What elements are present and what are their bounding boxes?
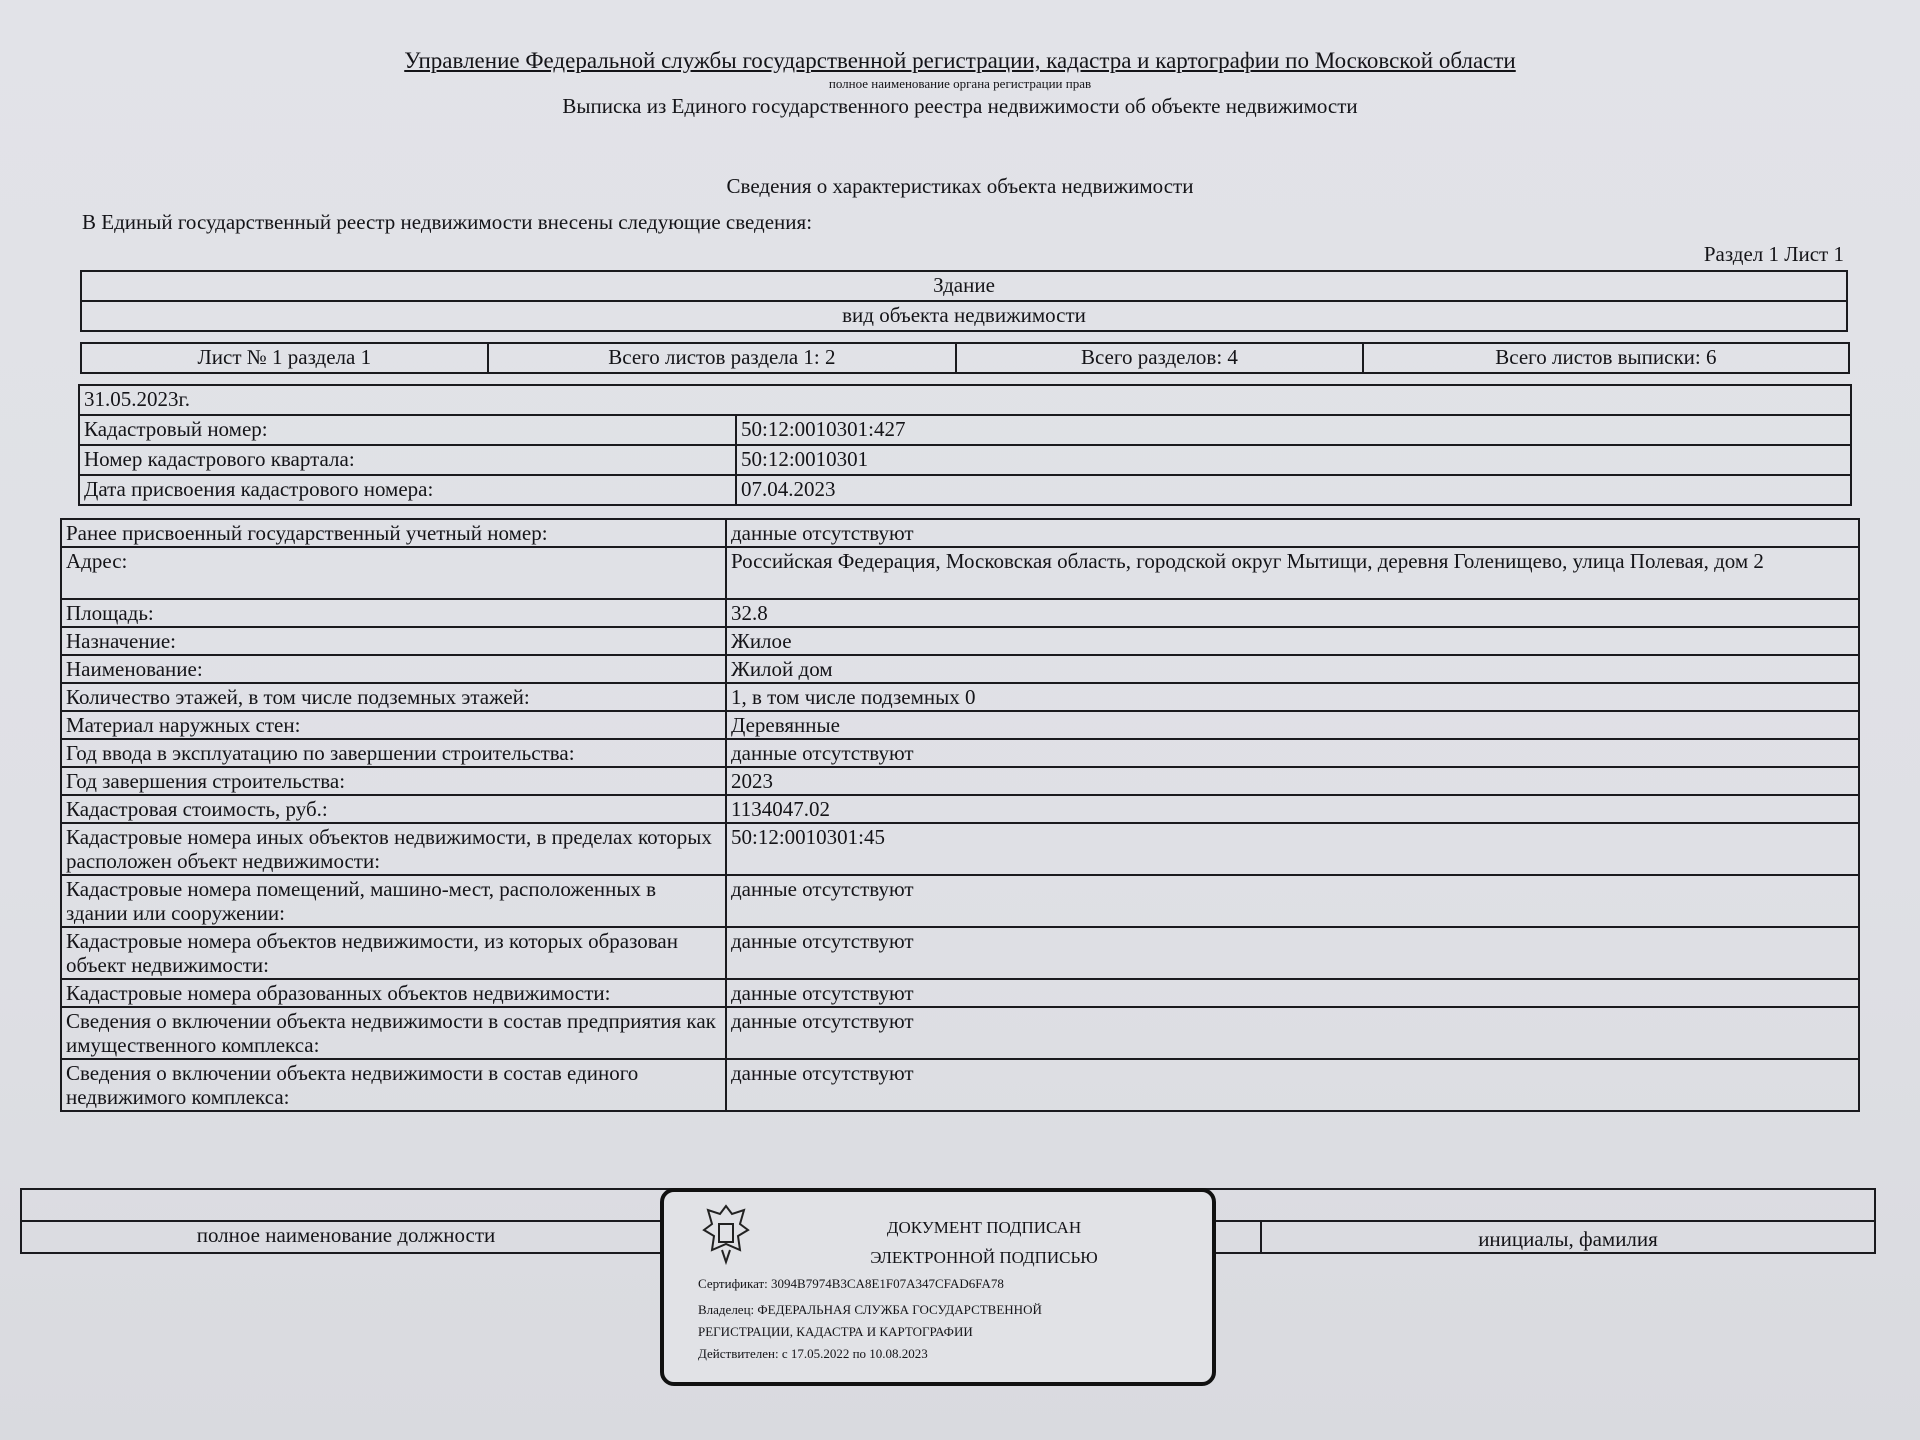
- row-value: данные отсутствуют: [726, 875, 1859, 927]
- row-label: Кадастровые номера иных объектов недвижимости, в пределах которых расположен объект недвижимости:: [61, 823, 726, 875]
- sheet-label: Раздел 1 Лист 1: [1703, 242, 1844, 266]
- stamp-line2: ЭЛЕКТРОННОЙ ПОДПИСЬЮ: [870, 1248, 1098, 1267]
- table-row: [61, 739, 1859, 767]
- row-label: Назначение:: [61, 627, 726, 655]
- row-value: 07.04.2023: [736, 475, 1851, 505]
- owner-line2: РЕГИСТРАЦИИ, КАДАСТРА И КАРТОГРАФИИ: [698, 1324, 973, 1339]
- table-row: [79, 415, 1851, 445]
- row-label: Адрес:: [61, 547, 726, 599]
- validity-period: Действителен: с 17.05.2022 по 10.08.2023: [698, 1346, 928, 1361]
- row-value: данные отсутствуют: [726, 519, 1859, 547]
- object-kind-value: Здание: [81, 271, 1847, 301]
- sections-total: Всего разделов: 4: [956, 343, 1363, 373]
- row-value: Деревянные: [726, 711, 1859, 739]
- row-value: 1134047.02: [726, 795, 1859, 823]
- row-value: 1, в том числе подземных 0: [726, 683, 1859, 711]
- document-title: Выписка из Единого государственного реестра недвижимости об объекте недвижимости: [562, 94, 1358, 118]
- sheet-number: Лист № 1 раздела 1: [81, 343, 488, 373]
- object-kind-caption: вид объекта недвижимости: [81, 301, 1847, 331]
- row-label: Кадастровая стоимость, руб.:: [61, 795, 726, 823]
- owner-line1: Владелец: ФЕДЕРАЛЬНАЯ СЛУЖБА ГОСУДАРСТВЕННОЙ: [698, 1302, 1042, 1317]
- row-value: данные отсутствуют: [726, 739, 1859, 767]
- authority-caption: полное наименование органа регистрации прав: [828, 76, 1092, 91]
- section-sheets-total: Всего листов раздела 1: 2: [488, 343, 957, 373]
- table-row: [61, 627, 1859, 655]
- table-row: [61, 683, 1859, 711]
- row-label: Сведения о включении объекта недвижимости в состав единого недвижимого комплекса:: [61, 1059, 726, 1111]
- row-label: Ранее присвоенный государственный учетный номер:: [61, 519, 726, 547]
- row-label: Кадастровые номера образованных объектов недвижимости:: [61, 979, 726, 1007]
- table-row: [61, 547, 1859, 599]
- table-row: [61, 823, 1859, 875]
- row-label: Кадастровый номер:: [79, 415, 736, 445]
- table-row: [79, 475, 1851, 505]
- table-row: [61, 519, 1859, 547]
- table-row: [61, 979, 1859, 1007]
- position-caption: полное наименование должности: [21, 1221, 671, 1253]
- row-label: Площадь:: [61, 599, 726, 627]
- row-value: Жилой дом: [726, 655, 1859, 683]
- object-kind-table: [80, 270, 1848, 332]
- extract-sheets-total: Всего листов выписки: 6: [1363, 343, 1849, 373]
- authority-name: Управление Федеральной службы государственной регистрации, кадастра и картографии по Московской области: [404, 48, 1516, 73]
- intro-text: В Единый государственный реестр недвижимости внесены следующие сведения:: [82, 210, 813, 234]
- table-row: [61, 927, 1859, 979]
- row-value: данные отсутствуют: [726, 1059, 1859, 1111]
- section-title: Сведения о характеристиках объекта недвижимости: [726, 174, 1194, 198]
- table-row: [61, 711, 1859, 739]
- row-label: Кадастровые номера объектов недвижимости, из которых образован объект недвижимости:: [61, 927, 726, 979]
- coat-of-arms-icon: [698, 1200, 754, 1266]
- table-row: [61, 795, 1859, 823]
- row-value: Российская Федерация, Московская область, городской округ Мытищи, деревня Голенищево, улица Полевая, дом 2: [726, 547, 1859, 599]
- table-row: [61, 767, 1859, 795]
- row-value: данные отсутствуют: [726, 979, 1859, 1007]
- row-label: Год ввода в эксплуатацию по завершении строительства:: [61, 739, 726, 767]
- stamp-line1: ДОКУМЕНТ ПОДПИСАН: [886, 1218, 1082, 1237]
- row-label: Материал наружных стен:: [61, 711, 726, 739]
- row-label: Сведения о включении объекта недвижимости в состав предприятия как имущественного комплекса:: [61, 1007, 726, 1059]
- table-row: [61, 599, 1859, 627]
- row-label: Год завершения строительства:: [61, 767, 726, 795]
- details-table: [60, 518, 1860, 1112]
- sheet-counts-table: [80, 342, 1850, 374]
- electronic-signature-stamp: [660, 1188, 1216, 1386]
- certificate-number: Сертификат: 3094B7974B3CA8E1F07A347CFAD6FA78: [698, 1276, 1004, 1291]
- row-value: Жилое: [726, 627, 1859, 655]
- table-row: [61, 1059, 1859, 1111]
- table-row: [61, 655, 1859, 683]
- row-value: 2023: [726, 767, 1859, 795]
- row-value: 50:12:0010301:427: [736, 415, 1851, 445]
- extract-date: 31.05.2023г.: [79, 385, 1851, 415]
- name-caption: инициалы, фамилия: [1261, 1221, 1875, 1253]
- row-label: Количество этажей, в том числе подземных этажей:: [61, 683, 726, 711]
- row-label: Номер кадастрового квартала:: [79, 445, 736, 475]
- table-row: [61, 875, 1859, 927]
- row-label: Кадастровые номера помещений, машино-мест, расположенных в здании или сооружении:: [61, 875, 726, 927]
- row-value: 32.8: [726, 599, 1859, 627]
- cadastral-id-table: [78, 384, 1852, 506]
- row-value: данные отсутствуют: [726, 1007, 1859, 1059]
- table-row: [61, 1007, 1859, 1059]
- table-row: [79, 445, 1851, 475]
- row-value: 50:12:0010301:45: [726, 823, 1859, 875]
- row-value: 50:12:0010301: [736, 445, 1851, 475]
- row-label: Дата присвоения кадастрового номера:: [79, 475, 736, 505]
- row-value: данные отсутствуют: [726, 927, 1859, 979]
- row-label: Наименование:: [61, 655, 726, 683]
